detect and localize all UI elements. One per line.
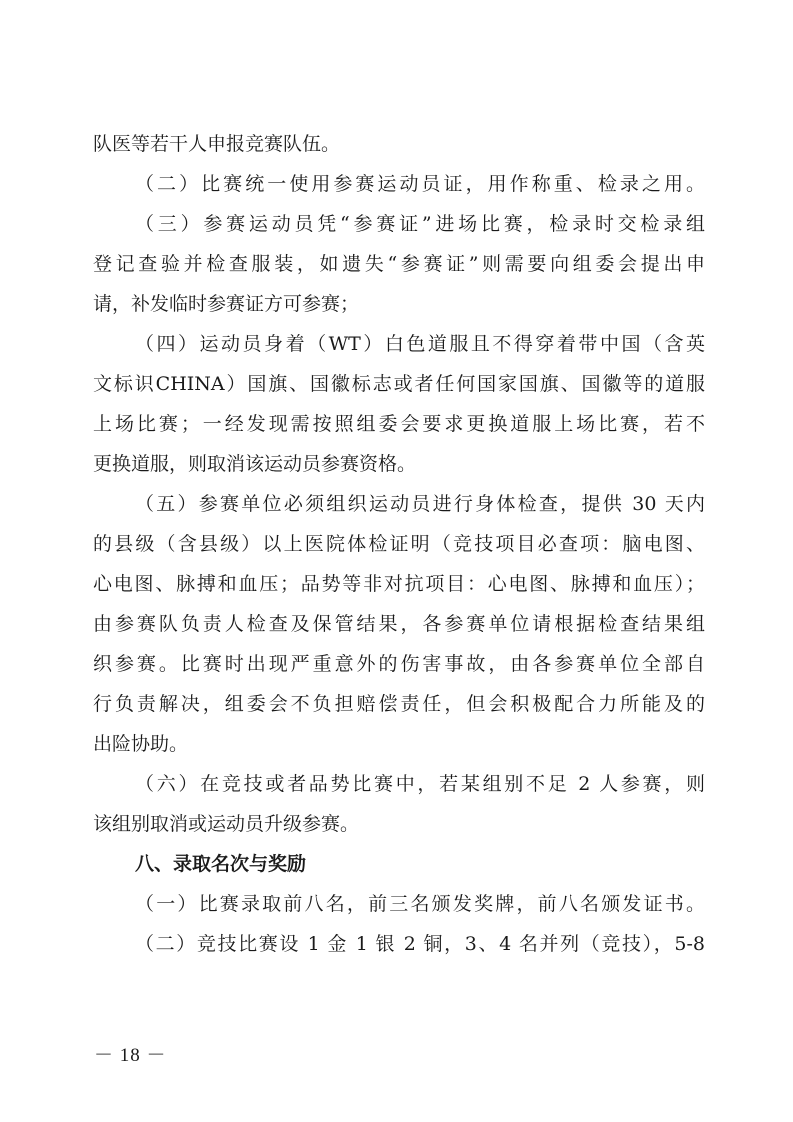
page-number: － 18 － bbox=[94, 1045, 167, 1066]
paragraph-line: 文标识CHINA）国旗、国徽标志或者任何国家国旗、国徽等的道服 bbox=[93, 373, 705, 395]
document-page bbox=[93, 124, 705, 964]
paragraph-line: （一）比赛录取前八名，前三名颁发奖牌，前八名颁发证书。 bbox=[135, 893, 705, 915]
section-heading: 八、录取名次与奖励 bbox=[135, 853, 307, 875]
paragraph-line: （三）参赛运动员凭“参赛证”进场比赛，检录时交检录组 bbox=[135, 213, 705, 235]
paragraph-line: （四）运动员身着（WT）白色道服且不得穿着带中国（含英 bbox=[135, 333, 705, 355]
paragraph-line: （五）参赛单位必须组织运动员进行身体检查，提供 30 天内 bbox=[135, 493, 705, 515]
paragraph-line: 的县级（含县级）以上医院体检证明（竞技项目必查项：脑电图、 bbox=[93, 533, 705, 555]
paragraph-line: 登记查验并检查服装，如遗失“参赛证”则需要向组委会提出申 bbox=[93, 253, 705, 275]
paragraph-line: 队医等若干人申报竞赛队伍。 bbox=[93, 133, 341, 155]
paragraph-line: 行负责解决，组委会不负担赔偿责任，但会积极配合力所能及的 bbox=[93, 693, 705, 715]
paragraph-line: （二）比赛统一使用参赛运动员证，用作称重、检录之用。 bbox=[135, 173, 705, 195]
paragraph-line: 织参赛。比赛时出现严重意外的伤害事故，由各参赛单位全部自 bbox=[93, 653, 705, 675]
paragraph-line: 更换道服，则取消该运动员参赛资格。 bbox=[93, 453, 417, 475]
paragraph-line: 出险协助。 bbox=[93, 733, 189, 755]
paragraph-line: 心电图、脉搏和血压；品势等非对抗项目：心电图、脉搏和血压）； bbox=[93, 573, 705, 595]
paragraph-line: 请，补发临时参赛证方可参赛； bbox=[93, 293, 360, 315]
paragraph-line: 上场比赛；一经发现需按照组委会要求更换道服上场比赛，若不 bbox=[93, 413, 705, 435]
paragraph-line: 该组别取消或运动员升级参赛。 bbox=[93, 813, 360, 835]
paragraph-line: （二）竞技比赛设 1 金 1 银 2 铜，3、4 名并列（竞技），5-8 bbox=[135, 933, 705, 955]
paragraph-line: （六）在竞技或者品势比赛中，若某组别不足 2 人参赛，则 bbox=[135, 773, 705, 795]
paragraph-line: 由参赛队负责人检查及保管结果，各参赛单位请根据检查结果组 bbox=[93, 613, 705, 635]
